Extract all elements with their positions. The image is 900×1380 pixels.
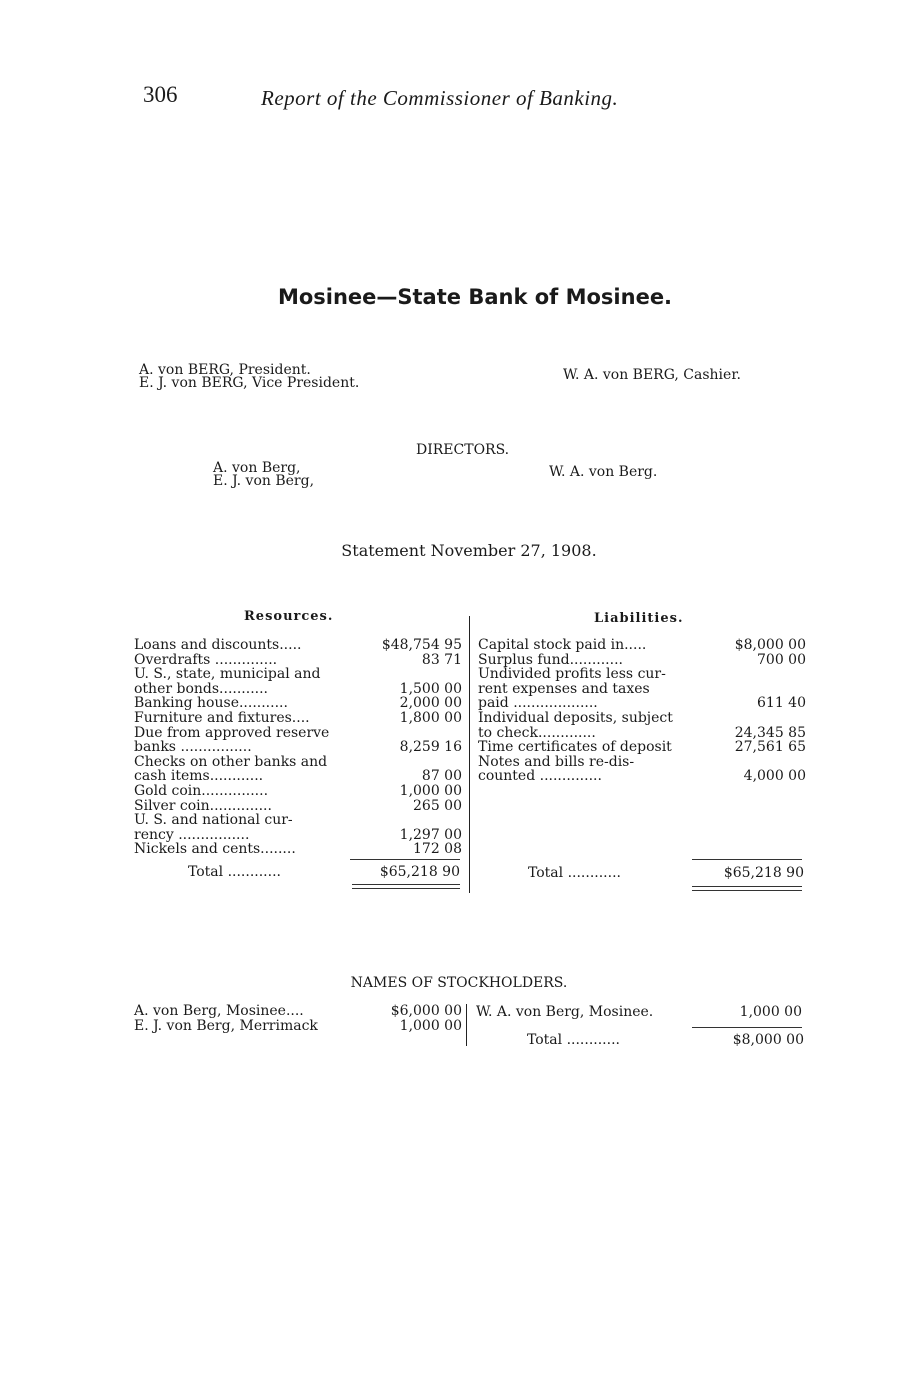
table-row (134, 667, 462, 682)
running-title: Report of the Commissioner of Banking. (261, 86, 619, 110)
resources-total-rule (350, 859, 460, 860)
table-row (134, 638, 462, 653)
column-divider (469, 616, 470, 893)
stockholders-heading: NAMES OF STOCKHOLDERS. (350, 975, 568, 991)
row-label: U. S., state, municipal and (134, 666, 321, 683)
row-amount: 1,000 00 (399, 782, 462, 799)
row-amount: 172 08 (413, 841, 462, 858)
table-row (134, 711, 462, 726)
officer-president: A. von BERG, President. (139, 362, 311, 378)
row-label: Gold coin............... (134, 782, 269, 799)
row-label: Due from approved reserve (134, 724, 330, 741)
row-label: Overdrafts .............. (134, 651, 278, 668)
row-amount: 8,259 16 (399, 739, 462, 756)
row-label: rency ................ (134, 826, 250, 843)
table-row (134, 755, 462, 770)
stockholders-divider (466, 1004, 467, 1046)
row-amount: 24,345 85 (734, 724, 806, 741)
stockholder-name: A. von Berg, Mosinee.... (134, 1003, 304, 1019)
row-label: paid ................... (478, 695, 598, 712)
stockholders-total-amount: $8,000 00 (732, 1032, 804, 1048)
row-amount: 27,561 65 (734, 739, 806, 756)
stockholders-left-list (134, 1004, 462, 1033)
table-row (478, 667, 806, 682)
row-label: banks ................ (134, 739, 252, 756)
row-amount: 1,800 00 (399, 709, 462, 726)
resources-double-rule-1 (352, 884, 460, 885)
table-row (134, 769, 462, 784)
resources-heading: Resources. (244, 609, 334, 624)
row-label: Undivided profits less cur- (478, 666, 666, 683)
director-3: W. A. von Berg. (549, 464, 658, 480)
table-row (134, 813, 462, 828)
resources-total-amount: $65,218 90 (379, 864, 460, 880)
row-label: counted .............. (478, 768, 602, 785)
row-label: cash items............ (134, 768, 264, 785)
table-row (478, 726, 806, 741)
table-row (134, 726, 462, 741)
table-row (478, 755, 806, 770)
bank-title: Mosinee—State Bank of Mosinee. (277, 285, 673, 309)
row-label: Nickels and cents........ (134, 841, 296, 858)
row-label: Furniture and fixtures.... (134, 709, 310, 726)
table-row (134, 799, 462, 814)
stockholder-amount: 1,000 00 (739, 1004, 802, 1020)
row-label: Loans and discounts..... (134, 637, 302, 653)
resources-total-label: Total ............ (188, 864, 281, 880)
liabilities-total-rule (692, 859, 802, 860)
row-label: to check............. (478, 724, 596, 741)
stockholder-amount: $6,000 00 (390, 1003, 462, 1019)
directors-heading: DIRECTORS. (416, 442, 510, 458)
stockholders-total-rule (692, 1027, 802, 1028)
row-amount: 87 00 (421, 768, 462, 785)
row-amount: 83 71 (421, 651, 462, 668)
row-amount: 1,297 00 (399, 826, 462, 843)
liabilities-double-rule-1 (692, 886, 802, 887)
row-label: Silver coin.............. (134, 797, 272, 814)
row-label: other bonds........... (134, 680, 269, 697)
officer-cashier: W. A. von BERG, Cashier. (563, 367, 741, 383)
table-row (134, 682, 462, 697)
row-label: Checks on other banks and (134, 753, 328, 770)
table-row (134, 696, 462, 711)
list-item (134, 1019, 462, 1034)
row-amount: 265 00 (413, 797, 462, 814)
stockholders-total-label: Total ............ (527, 1032, 620, 1048)
resources-table (134, 638, 462, 857)
resources-double-rule-2 (352, 888, 460, 889)
table-row (134, 653, 462, 668)
stockholders-right-list (476, 1005, 802, 1020)
table-row (478, 653, 806, 668)
row-amount: 611 40 (757, 695, 806, 712)
director-1: A. von Berg, (213, 460, 301, 476)
table-row (134, 740, 462, 755)
liabilities-total-amount: $65,218 90 (723, 865, 804, 881)
row-label: Time certificates of deposit (478, 739, 672, 756)
table-row (478, 696, 806, 711)
table-row (478, 711, 806, 726)
table-row (134, 828, 462, 843)
row-label: Surplus fund............ (478, 651, 623, 668)
liabilities-heading: Liabilities. (594, 611, 684, 626)
statement-date: Statement November 27, 1908. (341, 541, 597, 560)
row-amount: 4,000 00 (743, 768, 806, 785)
page-number: 306 (143, 82, 178, 107)
director-2: E. J. von Berg, (213, 473, 315, 489)
row-amount: 700 00 (757, 651, 806, 668)
liabilities-double-rule-2 (692, 890, 802, 891)
table-row (134, 842, 462, 857)
stockholder-name: E. J. von Berg, Merrimack (134, 1017, 318, 1034)
row-label: Capital stock paid in..... (478, 637, 647, 653)
list-item (134, 1004, 462, 1019)
liabilities-total-label: Total ............ (528, 865, 621, 881)
row-label: Notes and bills re-dis- (478, 753, 635, 770)
table-row (478, 638, 806, 653)
row-label: Individual deposits, subject (478, 709, 673, 726)
row-label: rent expenses and taxes (478, 680, 650, 697)
stockholder-amount: 1,000 00 (399, 1017, 462, 1034)
list-item (476, 1005, 802, 1020)
row-amount: $48,754 95 (381, 637, 462, 653)
officer-vice-president: E. J. von BERG, Vice President. (139, 375, 360, 391)
table-row (478, 769, 806, 784)
row-amount: 1,500 00 (399, 680, 462, 697)
table-row (478, 740, 806, 755)
row-amount: $8,000 00 (734, 637, 806, 653)
liabilities-table (478, 638, 806, 784)
table-row (478, 682, 806, 697)
row-amount: 2,000 00 (399, 695, 462, 712)
row-label: U. S. and national cur- (134, 812, 293, 829)
stockholder-name: W. A. von Berg, Mosinee. (476, 1004, 654, 1020)
table-row (134, 784, 462, 799)
row-label: Banking house........... (134, 695, 288, 712)
